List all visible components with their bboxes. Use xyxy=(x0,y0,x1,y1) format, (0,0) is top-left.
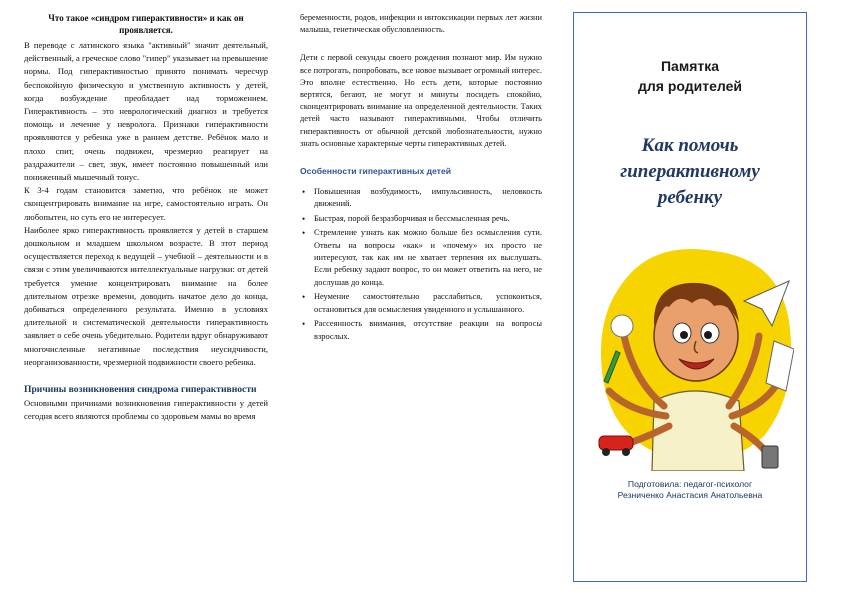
author-line: Резниченко Анастасия Анатольевна xyxy=(617,490,763,500)
paragraph-causes: Основными причинами возникновения гиперактивности у детей сегодня всего являются проблемы со здоровьем мамы во время xyxy=(24,398,268,422)
memo-line: Памятка xyxy=(660,58,720,74)
brochure-title xyxy=(574,133,806,211)
list-item: • Стремление узнать как можно больше без осмысления сути. Ответы на вопросы «как» и «почему» их просто не интересуют, так как им не хватает терпения их выслушать. Если ребенку задают вопрос, то он может ответить на него, не дослушав до конца. xyxy=(300,227,542,289)
list-item: • Быстрая, порой безразборчивая и бессмысленная речь. xyxy=(300,213,542,225)
paragraph: К 3-4 годам становится заметно, что ребёнок не может сконцентрировать внимание на игре, самостоятельно играть. Он любопытен, но суть его не интересует. xyxy=(24,185,268,222)
memo-line: для родителей xyxy=(638,78,742,94)
author-line: Подготовила: педагог-психолог xyxy=(627,479,753,489)
section-heading-causes: Причины возникновения синдрома гиперактивности xyxy=(24,384,257,396)
paper-ball-icon xyxy=(611,315,633,337)
features-list xyxy=(300,186,542,343)
list-item: • Рассеянность внимания, отсутствие реакции на вопросы взрослых. xyxy=(300,318,542,343)
hyperactive-child-illustration xyxy=(594,241,794,471)
memo-title xyxy=(574,56,806,96)
list-item: • Неумение самостоятельно расслабиться, успокоиться, остановиться для осмысления увиденного и услышанного. xyxy=(300,291,542,316)
toy-car-icon xyxy=(599,436,633,450)
section-heading-what-is: Что такое «синдром гиперактивности» и как он проявляется. xyxy=(48,13,244,35)
list-item: • Повышенная возбудимость, импульсивность, неловкость движений. xyxy=(300,186,542,211)
column-left xyxy=(24,12,268,590)
column-middle xyxy=(300,12,542,482)
phone-icon xyxy=(762,446,778,468)
paragraph: В переводе с латинского языка "активный" значит деятельный, действенный, а греческое слово "гипер" указывает на превышение нормы. Под гиперактивностью принято понимать чересчур беспокойную физическую и умственную активность у детей, когда возбуждение преобладает над торможением. Гиперактивность – это неврологический диагноз и требуется помощь и лечение у невролога. Признаки гиперактивности проявляются у ребенка уже в раннем детстве. Ребёнок мало и плохо спит, очень подвижен, чрезмерно реагирует на раздражители – свет, звук, имеет постоянно повышенный или пониженный мышечный тонус. xyxy=(24,40,268,183)
title-line: ребенку xyxy=(657,187,723,208)
title-line: гиперактивному xyxy=(620,161,760,182)
section-heading-features: Особенности гиперактивных детей xyxy=(300,166,452,177)
author-credit xyxy=(574,479,806,501)
paragraph: Дети с первой секунды своего рождения познают мир. Им нужно все потрогать, попробовать, все новое вызывает огромный интерес. Это вполне естественно. Но есть дети, которые постоянно вертятся, бегают, не могут и минуты посидеть спокойно, сконцентрировать внимание на определенной деятельности. Таких детей часто называют гиперактивными. Чтобы отличить гиперактивность от обычной детской любознательности, нужно знать основные характерные черты гиперактивных детей. xyxy=(300,53,542,148)
paragraph-continuation: беременности, родов, инфекции и интоксикации первых лет жизни малыша, генетическая обусловленность. xyxy=(300,13,542,35)
cover-panel xyxy=(573,12,807,582)
paragraph: Наиболее ярко гиперактивность проявляется у детей в старшем дошкольном и младшем школьном возрасте. В этот период осуществляется переход к ведущей – учебной – деятельности и в связи с этим увеличиваются интеллектуальные нагрузки: от детей требуется умение концентрировать внимание на более длительном отрезке времени, доводить начатое дело до конца, добиваться определенного результата. Именно в условиях длительной и систематической деятельности гиперактивность заявляет о себе очень убедительно. Родители вдруг обнаруживают многочисленные негативные последствия неусидчивости, неорганизованности, чрезмерной подвижности своего ребенка. xyxy=(24,224,268,367)
title-line: Как помочь xyxy=(641,135,739,156)
